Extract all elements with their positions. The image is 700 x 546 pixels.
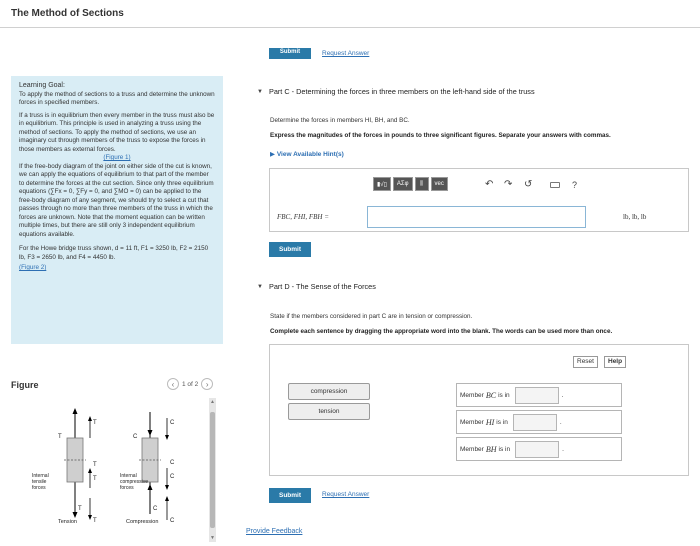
tension-inner-3: forces bbox=[32, 485, 46, 491]
compression-label-top: C bbox=[133, 434, 138, 440]
token-tension[interactable]: tension bbox=[288, 403, 370, 420]
sentence-prefix: Member bbox=[460, 445, 484, 453]
part-c-express: Express the magnitudes of the forces in pounds to three significant figures. Separate your answers with commas. bbox=[270, 132, 611, 139]
tension-inner-1: Internal bbox=[32, 473, 49, 479]
learning-goal-intro: To apply the method of sections to a truss and determine the unknown forces in specified members. bbox=[19, 90, 215, 106]
member-name: BC bbox=[485, 390, 497, 400]
compression-label-right-mid: C bbox=[170, 460, 175, 466]
token-compression[interactable]: compression bbox=[288, 383, 370, 400]
compression-label-right-bottom: C bbox=[170, 518, 175, 524]
force-answer-input[interactable] bbox=[367, 206, 586, 228]
sentence-member-bc: Member BC is in . bbox=[456, 383, 622, 407]
compression-label-bottom: C bbox=[153, 506, 158, 512]
undo-icon[interactable]: ↶ bbox=[485, 179, 494, 190]
keyboard-icon[interactable] bbox=[550, 182, 560, 188]
part-c-instruction: Determine the forces in members HI, BH, and BC. bbox=[270, 117, 410, 124]
tension-label-right-mid: T bbox=[93, 462, 97, 468]
drop-target-bh[interactable] bbox=[515, 441, 559, 458]
figure-1-link[interactable]: (Figure 1) bbox=[103, 154, 131, 161]
compression-caption: Compression bbox=[126, 519, 159, 525]
scroll-thumb[interactable] bbox=[210, 412, 215, 528]
sentence-suffix: is in bbox=[498, 445, 511, 453]
equation-label: FBC, FHI, FBH = bbox=[277, 213, 329, 221]
learning-goal-para2b: can be applied to the free-body diagram of any segment, we should try to select a cut that passes through no more than three members of the truss in which the forces are unknown. Note that the moment equation can be written multiple times, but there are still only 3 independent equilibrium equations available. bbox=[19, 188, 213, 238]
truss-member-figure bbox=[20, 398, 208, 542]
figure-page-indicator: 1 of 2 bbox=[182, 380, 199, 388]
chevron-right-icon[interactable]: › bbox=[201, 378, 213, 390]
sentence-member-bh: Member BH is in . bbox=[456, 437, 622, 461]
learning-goal-para2a: If the free-body diagram of the joint on either side of the cut is known, we can apply the equations of equilibrium to that part of the member to determine the forces at the cut section. Since only three equilibrium equations bbox=[19, 162, 214, 195]
tension-arrow-up bbox=[73, 408, 78, 414]
part-d-request-answer-link[interactable]: Request Answer bbox=[322, 491, 370, 498]
part-c-title: Part C - Determining the forces in three members on the left-hand side of the truss bbox=[268, 87, 535, 96]
learning-goal-panel bbox=[11, 76, 223, 344]
truss-givens: For the Howe bridge truss shown, d = 11 ft, F1 = 3250 lb, F2 = 2150 lb, F3 = 2650 lb, and F4 = 4450 lb. bbox=[19, 245, 209, 261]
drop-target-hi[interactable] bbox=[513, 414, 557, 431]
units-label: lb, lb, lb bbox=[623, 213, 647, 221]
math-toolbar bbox=[373, 177, 448, 191]
figure-scrollbar[interactable] bbox=[209, 398, 216, 542]
collapse-caret-icon[interactable]: ▼ bbox=[257, 283, 263, 290]
help-icon[interactable]: ? bbox=[572, 180, 578, 190]
learning-goal-heading: Learning Goal: bbox=[19, 82, 65, 89]
scroll-up-icon[interactable]: ▲ bbox=[210, 399, 215, 405]
part-d-title: Part D - The Sense of the Forces bbox=[268, 282, 376, 291]
help-button[interactable]: Help bbox=[604, 356, 626, 368]
caret-right-icon: ▶ bbox=[270, 151, 277, 158]
part-c-answer-box bbox=[269, 168, 689, 232]
compression-inner-2: compressive bbox=[120, 479, 149, 485]
hints-label: View Available Hint(s) bbox=[276, 151, 344, 158]
drop-target-bc[interactable] bbox=[515, 387, 559, 404]
member-name: BH bbox=[485, 444, 497, 454]
compression-arrow-up bbox=[148, 484, 153, 490]
member-name: HI bbox=[485, 417, 495, 427]
templates-button[interactable]: ▮√▯ bbox=[373, 177, 391, 191]
tension-inner-2: tensile bbox=[32, 479, 47, 485]
tension-label-right-top: T bbox=[93, 420, 97, 426]
compression-member-diagram bbox=[120, 412, 175, 525]
reset-button[interactable]: Reset bbox=[573, 356, 598, 368]
provide-feedback-link[interactable]: Provide Feedback bbox=[246, 528, 303, 535]
tension-label-top: T bbox=[58, 434, 62, 440]
sentence-member-hi: Member HI is in . bbox=[456, 410, 622, 434]
part-d-submit-button[interactable]: Submit bbox=[269, 488, 311, 503]
tension-member-diagram bbox=[32, 408, 97, 525]
chevron-left-icon[interactable]: ‹ bbox=[167, 378, 179, 390]
sentence-suffix: is in bbox=[498, 391, 510, 399]
tension-label-bottom: T bbox=[78, 506, 82, 512]
figure-pager bbox=[167, 378, 213, 390]
compression-label-right-low: C bbox=[170, 474, 175, 480]
compression-inner-1: Internal bbox=[120, 473, 137, 479]
greek-symbols-button[interactable]: AΣφ bbox=[393, 177, 413, 191]
tension-arrow-down bbox=[73, 512, 78, 518]
part-c-submit-button[interactable]: Submit bbox=[269, 242, 311, 257]
redo-icon[interactable]: ↷ bbox=[504, 179, 513, 190]
sentence-suffix: is in bbox=[496, 418, 508, 426]
scroll-down-icon[interactable]: ▼ bbox=[210, 535, 215, 541]
collapse-caret-icon[interactable]: ▼ bbox=[257, 88, 263, 95]
subscript-button[interactable]: ⫼ bbox=[415, 177, 429, 191]
reset-icon[interactable]: ↺ bbox=[524, 179, 533, 190]
view-hints-link[interactable] bbox=[270, 150, 344, 158]
previous-request-answer-link[interactable]: Request Answer bbox=[322, 50, 370, 57]
sentence-prefix: Member bbox=[460, 391, 484, 399]
tension-label-right-low: T bbox=[93, 476, 97, 482]
drag-and-drop-box bbox=[269, 344, 689, 476]
figure-2-link[interactable]: (Figure 2) bbox=[19, 264, 47, 271]
figure-heading: Figure bbox=[11, 380, 39, 390]
tension-label-right-bottom: T bbox=[93, 518, 97, 524]
compression-label-right-top: C bbox=[170, 420, 175, 426]
part-d-instruction: State if the members considered in part C are in tension or compression. bbox=[270, 313, 473, 320]
learning-goal-para1: If a truss is in equilibrium then every member in the truss must also be in equilibrium. This principle is used in analyzing a truss using the method of sections. To apply the method of sections, we use an imaginary cut through members of the truss to expose the forces in those members as external forces. bbox=[19, 111, 215, 153]
compression-inner-3: forces bbox=[120, 485, 134, 491]
equilibrium-equations: (∑Fx = 0, ∑Fy = 0, and ∑MO = 0) bbox=[48, 188, 142, 195]
vector-button[interactable]: vec bbox=[431, 177, 448, 191]
sentence-prefix: Member bbox=[460, 418, 484, 426]
part-d-header[interactable] bbox=[257, 282, 376, 291]
title-divider bbox=[0, 27, 700, 28]
page-title: The Method of Sections bbox=[11, 8, 124, 19]
part-c-header[interactable] bbox=[257, 87, 535, 96]
part-d-complete: Complete each sentence by dragging the appropriate word into the blank. The words can be used more than once. bbox=[270, 328, 613, 335]
compression-arrow-down bbox=[148, 430, 153, 436]
previous-submit-button[interactable]: Submit bbox=[269, 48, 311, 59]
tension-caption: Tension bbox=[58, 519, 77, 525]
